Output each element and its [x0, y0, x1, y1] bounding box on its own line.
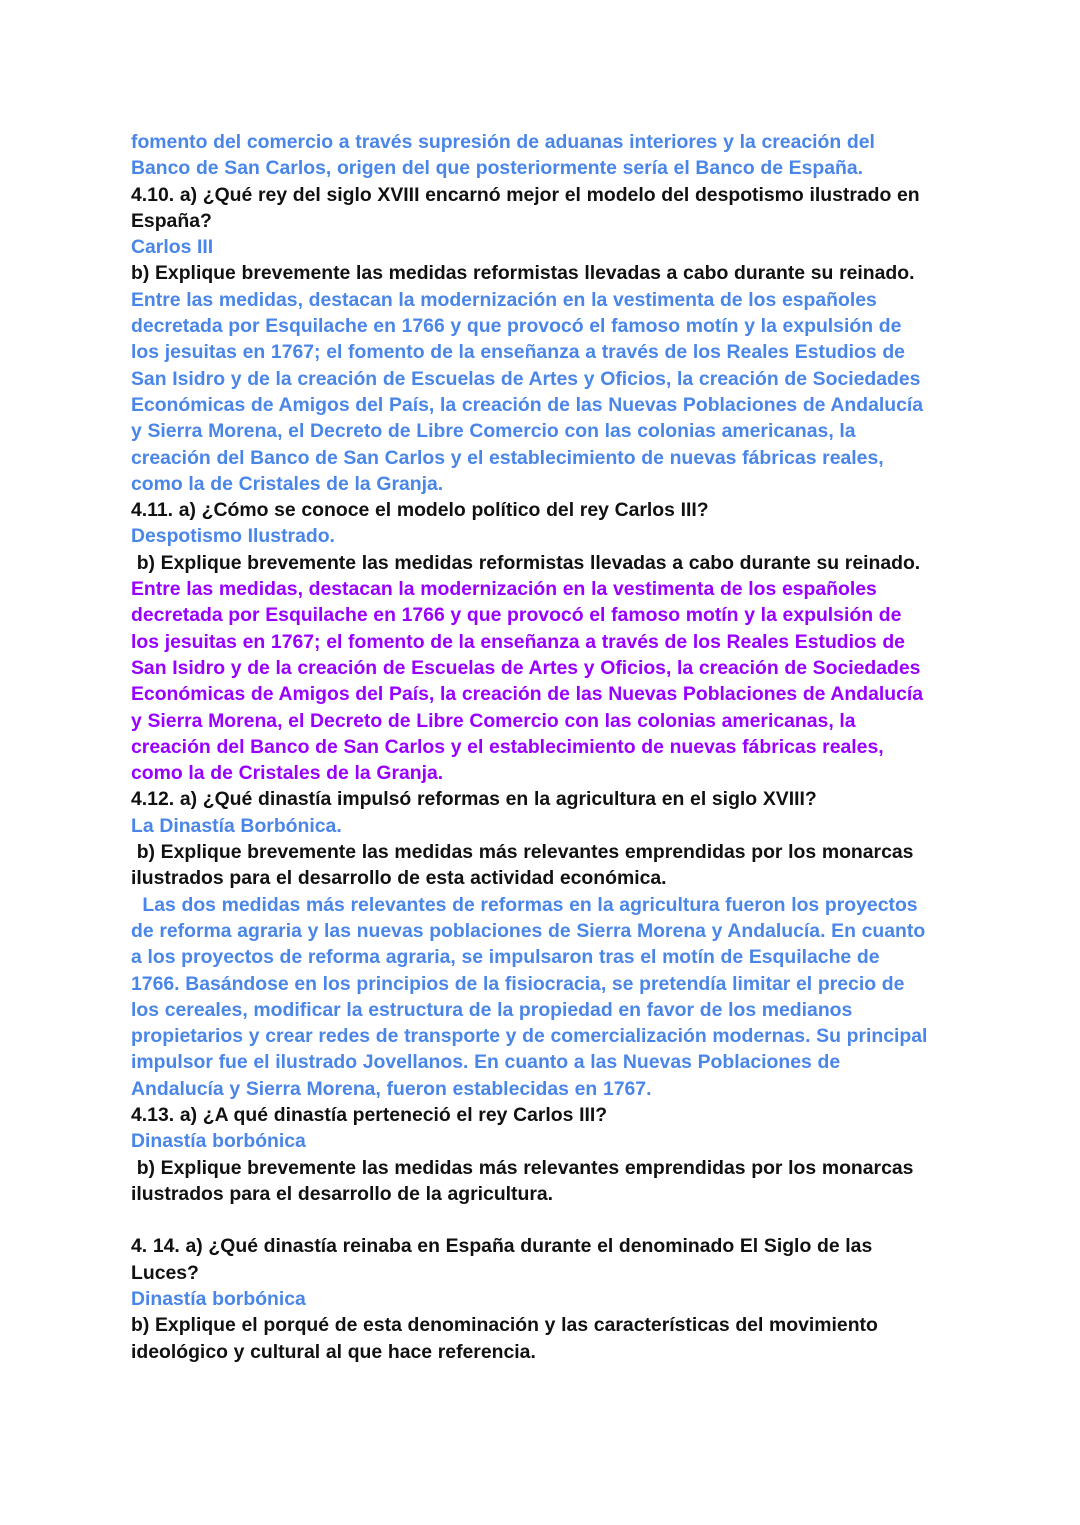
answer-text: La Dinastía Borbónica. [131, 814, 342, 837]
answer-text: Entre las medidas, destacan la modernización en la vestimenta de los españoles decretada por Esquilache en 1766 y que provocó el famoso motín y la expulsión de los jesuitas en 1767; el fomento de la enseñanza a través de los Reales Estudios de San Isidro y de la creación de Escuelas de Artes y Oficios, la creación de Sociedades Económicas de Amigos del País, la creación de las Nuevas Poblaciones de Andalucía y Sierra Morena, el Decreto de Libre Comercio con las colonias americanas, la creación del Banco de San Carlos y el establecimiento de nuevas fábricas reales, como la de Cristales de la Granja. [131, 288, 924, 495]
answer-text: Las dos medidas más relevantes de reformas en la agricultura fueron los proyectos de reforma agraria y las nuevas poblaciones de Sierra Morena y Andalucía. En cuanto a los proyectos de reforma agraria, se impulsaron tras el motín de Esquilache de 1766. Basándose en los principios de la fisiocracia, se pretendía limitar el precio de los cereales, modificar la estructura de la propiedad en favor de los medianos propietarios y crear redes de transporte y de comercialización modernas. Su principal impulsor fue el ilustrado Jovellanos. En cuanto a las Nuevas Poblaciones de Andalucía y Sierra Morena, fueron establecidas en 1767. [131, 893, 928, 1100]
blank-line [131, 1207, 951, 1233]
question-text: b) Explique brevemente las medidas más relevantes emprendidas por los monarcas ilustrados para el desarrollo de la agricultura. [131, 1156, 914, 1205]
answer-text: Carlos III [131, 236, 214, 259]
question-text: b) Explique brevemente las medidas más relevantes emprendidas por los monarcas ilustrados para el desarrollo de esta actividad económica. [131, 841, 914, 890]
question-text: 4.11. a) ¿Cómo se conoce el modelo político del rey Carlos III? [131, 499, 709, 522]
question-text: 4.13. a) ¿A qué dinastía perteneció el rey Carlos III? [131, 1103, 608, 1126]
question-text: b) Explique brevemente las medidas reformistas llevadas a cabo durante su reinado. [131, 551, 921, 574]
question-text: 4.12. a) ¿Qué dinastía impulsó reformas en la agricultura en el siglo XVIII? [131, 788, 817, 811]
answer-text: Dinastía borbónica [131, 1288, 306, 1311]
answer-text: Despotismo Ilustrado. [131, 525, 335, 548]
answer-text: fomento del comercio a través supresión de aduanas interiores y la creación del Banco de San Carlos, origen del que posteriormente sería el Banco de España. [131, 131, 875, 180]
document-page [131, 129, 951, 1365]
question-text: 4. 14. a) ¿Qué dinastía reinaba en España durante el denominado El Siglo de las Luces? [131, 1235, 873, 1284]
answer-text-highlighted: Entre las medidas, destacan la modernización en la vestimenta de los españoles decretada por Esquilache en 1766 y que provocó el famoso motín y la expulsión de los jesuitas en 1767; el fomento de la enseñanza a través de los Reales Estudios de San Isidro y de la creación de Escuelas de Artes y Oficios, la creación de Sociedades Económicas de Amigos del País, la creación de las Nuevas Poblaciones de Andalucía y Sierra Morena, el Decreto de Libre Comercio con las colonias americanas, la creación del Banco de San Carlos y el establecimiento de nuevas fábricas reales, como la de Cristales de la Granja. [131, 578, 924, 785]
answer-text: Dinastía borbónica [131, 1130, 306, 1153]
question-text: b) Explique brevemente las medidas reformistas llevadas a cabo durante su reinado. [131, 262, 915, 285]
question-text: b) Explique el porqué de esta denominación y las características del movimiento ideológico y cultural al que hace referencia. [131, 1314, 878, 1363]
question-text: 4.10. a) ¿Qué rey del siglo XVIII encarnó mejor el modelo del despotismo ilustrado en España? [131, 183, 920, 232]
